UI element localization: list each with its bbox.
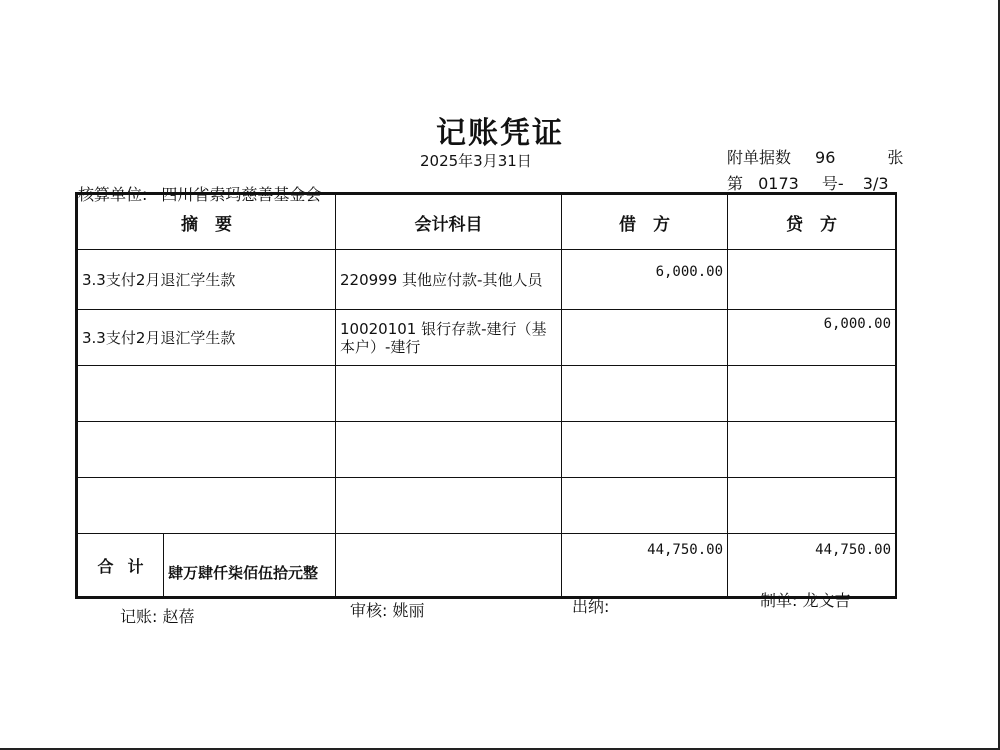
table-header-row xyxy=(78,195,896,250)
voucher-table xyxy=(77,194,896,597)
row-credit xyxy=(728,478,896,534)
row-summary: 3.3支付2月退汇学生款 xyxy=(78,310,336,366)
row-credit xyxy=(728,422,896,478)
reviewer: 审核: 姚丽 xyxy=(350,601,425,620)
row-account xyxy=(336,366,562,422)
voucher-number xyxy=(727,171,889,194)
row-summary xyxy=(78,422,336,478)
preparer: 制单: 龙文吉 xyxy=(760,591,851,610)
header-summary: 摘 要 xyxy=(78,195,336,250)
cashier: 出纳: xyxy=(572,597,610,616)
row-debit xyxy=(562,366,728,422)
table-row xyxy=(78,422,896,478)
row-credit: 6,000.00 xyxy=(728,310,896,366)
table-row xyxy=(78,310,896,366)
row-summary xyxy=(78,366,336,422)
total-account-empty xyxy=(336,534,562,597)
row-credit xyxy=(728,366,896,422)
accounting-unit-label: 核算单位: xyxy=(78,185,148,204)
row-debit: 6,000.00 xyxy=(562,250,728,310)
voucher-title: 记账凭证 xyxy=(436,116,564,151)
row-account xyxy=(336,422,562,478)
row-debit xyxy=(562,310,728,366)
header-debit: 借 方 xyxy=(562,195,728,250)
total-debit: 44,750.00 xyxy=(562,534,728,597)
total-credit: 44,750.00 xyxy=(728,534,896,597)
attachments-number: 96 xyxy=(815,148,836,167)
header-account: 会计科目 xyxy=(336,195,562,250)
bookkeeper: 记账: 赵蓓 xyxy=(120,607,195,626)
voucher-page: 3/3 xyxy=(862,174,889,193)
total-cell xyxy=(78,534,336,597)
attachments-count xyxy=(727,145,903,168)
accounting-unit-value: 四川省索玛慈善基金会 xyxy=(161,185,322,204)
total-label: 合计 xyxy=(78,534,164,596)
total-amount-in-words: 肆万肆仟柒佰伍拾元整 xyxy=(168,563,319,582)
row-summary: 3.3支付2月退汇学生款 xyxy=(78,250,336,310)
row-account xyxy=(336,478,562,534)
voucher-number-value: 0173 xyxy=(758,174,799,193)
header-credit: 贷 方 xyxy=(728,195,896,250)
table-row xyxy=(78,478,896,534)
attachments-label: 附单据数 xyxy=(727,148,792,167)
row-debit xyxy=(562,422,728,478)
row-account: 220999 其他应付款-其他人员 xyxy=(336,250,562,310)
row-summary xyxy=(78,478,336,534)
row-debit xyxy=(562,478,728,534)
row-credit xyxy=(728,250,896,310)
row-account: 10020101 银行存款-建行（基本户）-建行 xyxy=(336,310,562,366)
attachments-unit: 张 xyxy=(887,148,904,167)
voucher-date: 2025年3月31日 xyxy=(420,152,532,170)
voucher-table-frame xyxy=(75,192,897,599)
voucher-number-prefix: 第 xyxy=(727,174,744,193)
table-row xyxy=(78,366,896,422)
table-row xyxy=(78,250,896,310)
voucher-number-suffix: 号- xyxy=(821,174,844,193)
